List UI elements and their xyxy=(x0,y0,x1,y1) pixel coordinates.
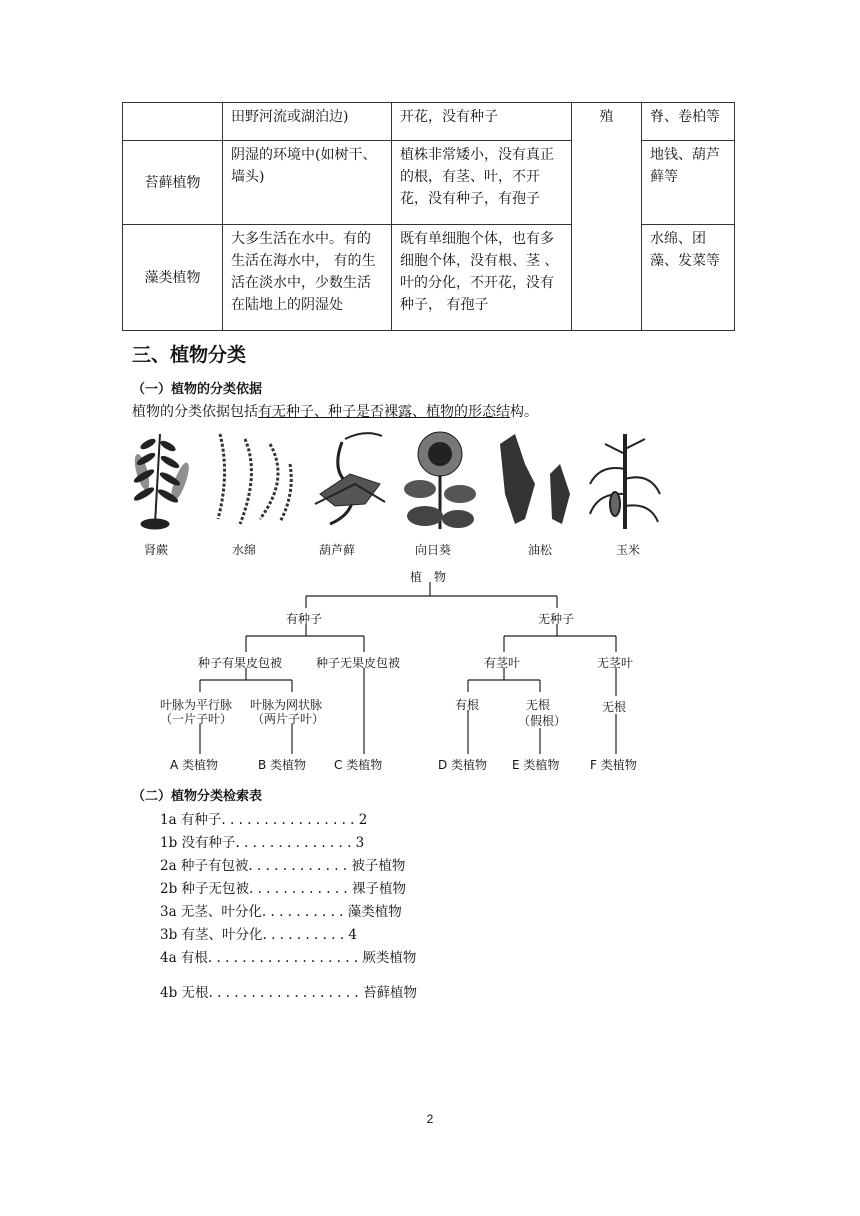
tree-node-no-root-note: （假根） xyxy=(518,714,567,728)
tree-root: 植 物 xyxy=(410,570,447,584)
table-cell-category: 苔藓植物 xyxy=(123,141,223,225)
tree-node-no-stem-leaf: 无茎叶 xyxy=(597,656,634,670)
basis-prefix: 植物的分类依据包括 xyxy=(132,404,258,420)
section-title: 三、植物分类 xyxy=(132,344,247,366)
tree-leaf-e: E 类植物 xyxy=(512,758,560,772)
page-number: 2 xyxy=(426,1112,434,1126)
key-line: 2b 种子无包被. . . . . . . . . . . . 裸子植物 xyxy=(160,881,407,897)
tree-node-no-pericarp: 种子无果皮包被 xyxy=(316,656,401,670)
tree-node-no-root-f: 无根 xyxy=(602,700,627,714)
tree-node-parallel: 叶脉为平行脉 xyxy=(160,698,233,712)
tree-leaf-d: D 类植物 xyxy=(438,758,488,772)
table-cell-habitat: 阴湿的环境中(如树干、墙头) xyxy=(223,141,392,225)
tree-leaf-b: B 类植物 xyxy=(258,758,307,772)
plant-label: 肾蕨 xyxy=(143,543,168,557)
tree-node-no-root: 无根 xyxy=(526,698,551,712)
table-cell-examples: 水绵、团藻、发菜等 xyxy=(642,225,735,331)
key-line: 4b 无根. . . . . . . . . . . . . . . . . . 苔藓植物 xyxy=(160,985,418,1001)
key-line: 1b 没有种子. . . . . . . . . . . . . . 3 xyxy=(160,835,365,851)
table-cell-feature: 植株非常矮小，没有真正的根，有茎、叶，不开花，没有种子，有孢子 xyxy=(392,141,572,225)
key-line: 3a 无茎、叶分化. . . . . . . . . . 藻类植物 xyxy=(160,904,402,920)
basis-underlined: 有无种子、种子是否裸露、植物的形态结 xyxy=(258,404,510,420)
table-cell-category: 藻类植物 xyxy=(123,225,223,331)
key-line: 2a 种子有包被. . . . . . . . . . . . 被子植物 xyxy=(160,858,406,874)
key-line: 3b 有茎、叶分化. . . . . . . . . . 4 xyxy=(160,927,357,943)
key-line: 4a 有根. . . . . . . . . . . . . . . . . . 厥类植物 xyxy=(160,950,417,966)
table-cell-reproduction: 殖 xyxy=(572,103,642,331)
tree-leaf-a: A 类植物 xyxy=(170,758,219,772)
tree-leaf-f: F 类植物 xyxy=(590,758,637,772)
table-cell-feature: 既有单细胞个体，也有多细胞个体，没有根、茎 、叶的分化，不开花，没有种子， 有孢子 xyxy=(392,225,572,331)
plant-label: 葫芦藓 xyxy=(318,543,355,557)
tree-node-has-seed: 有种子 xyxy=(286,612,323,626)
key-line: 1a 有种子. . . . . . . . . . . . . . . . 2 xyxy=(160,812,368,828)
subsection-title-key: （二）植物分类检索表 xyxy=(132,789,263,804)
table-cell-examples: 脊、卷柏等 xyxy=(642,103,735,141)
tree-node-net: 叶脉为网状脉 xyxy=(250,698,323,712)
tree-node-net-note: （两片子叶） xyxy=(252,712,325,726)
table-cell-habitat: 大多生活在水中。有的生活在海水中， 有的生活在淡水中，少数生活在陆地上的阴湿处 xyxy=(223,225,392,331)
plant-label: 向日葵 xyxy=(414,543,451,557)
table-cell-feature: 开花，没有种子 xyxy=(392,103,572,141)
tree-node-stem-leaf: 有茎叶 xyxy=(484,656,521,670)
plant-label: 水绵 xyxy=(231,543,256,557)
plant-label: 油松 xyxy=(527,543,552,557)
table-cell-habitat: 田野河流或湖泊边) xyxy=(223,103,392,141)
basis-suffix: 构。 xyxy=(510,404,538,420)
tree-node-no-seed: 无种子 xyxy=(538,612,575,626)
table-cell-examples: 地钱、葫芦藓等 xyxy=(642,141,735,225)
tree-node-parallel-note: （一片子叶） xyxy=(160,712,233,726)
plant-label: 玉米 xyxy=(615,543,640,557)
tree-node-has-root: 有根 xyxy=(455,698,480,712)
tree-node-pericarp: 种子有果皮包被 xyxy=(198,656,283,670)
subsection-title-basis: （一）植物的分类依据 xyxy=(132,382,263,397)
tree-leaf-c: C 类植物 xyxy=(334,758,383,772)
